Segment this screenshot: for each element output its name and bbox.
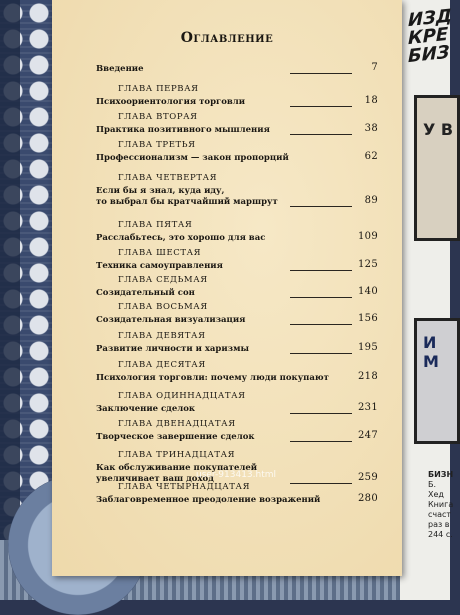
toc-entry bbox=[96, 140, 378, 163]
toc-title: Созидательный сон bbox=[96, 288, 195, 298]
toc-chapter-label: ГЛАВА ДВЕНАДЦАТАЯ bbox=[118, 419, 236, 429]
book-cover-thumbnail bbox=[414, 95, 460, 241]
toc-chapter-label: ГЛАВА ВТОРАЯ bbox=[118, 112, 198, 122]
toc-chapter-label: ГЛАВА ПЯТАЯ bbox=[118, 220, 193, 230]
toc-title: Заблаговременное преодоление возражений bbox=[96, 495, 321, 505]
toc-chapter-label: ГЛАВА ДЕВЯТАЯ bbox=[118, 331, 206, 341]
side-text-line: Книга bbox=[428, 500, 454, 509]
toc-chapter-label: ГЛАВА ВОСЬМАЯ bbox=[118, 302, 208, 312]
side-text-line: раз в bbox=[428, 520, 450, 529]
side-text-line: 244 с. bbox=[428, 530, 453, 539]
toc-page-number: 38 bbox=[364, 123, 378, 134]
toc-entry bbox=[96, 220, 378, 243]
side-text-line: счаст bbox=[428, 510, 452, 519]
toc-page-number: 280 bbox=[358, 493, 378, 504]
toc-page-number: 109 bbox=[358, 231, 378, 242]
toc-entry bbox=[96, 112, 378, 135]
toc-leader-rule bbox=[290, 206, 352, 207]
toc-chapter-label: ГЛАВА ПЕРВАЯ bbox=[118, 84, 199, 94]
toc-chapter-label: ГЛАВА ДЕСЯТАЯ bbox=[118, 360, 206, 370]
toc-title: Практика позитивного мышления bbox=[96, 125, 270, 135]
toc-title: Развитие личности и харизмы bbox=[96, 344, 250, 354]
toc-page-number: 18 bbox=[364, 95, 378, 106]
toc-title: Если бы я знал, куда иду, bbox=[96, 186, 225, 196]
cover-thumbnail-title: И М bbox=[423, 333, 439, 371]
toc-page-number: 218 bbox=[358, 371, 378, 382]
toc-entry bbox=[96, 64, 378, 78]
toc-entry bbox=[96, 360, 378, 383]
toc-page-number: 140 bbox=[358, 286, 378, 297]
toc-chapter-label: ГЛАВА СЕДЬМАЯ bbox=[118, 275, 208, 285]
toc-leader-rule bbox=[290, 441, 352, 442]
toc-entry bbox=[96, 173, 378, 207]
book-cover-thumbnail bbox=[414, 318, 460, 444]
toc-title: Профессионализм — закон пропорций bbox=[96, 153, 289, 163]
toc-leader-rule bbox=[290, 134, 352, 135]
side-text-line: БИЗН bbox=[428, 470, 454, 479]
toc-title-line2: увеличивает ваш доход bbox=[96, 474, 214, 484]
page-title: Оглавление bbox=[180, 30, 274, 46]
toc-chapter-label: ГЛАВА ТРЕТЬЯ bbox=[118, 140, 196, 150]
toc-entry bbox=[96, 419, 378, 442]
toc-chapter-label: ГЛАВА ШЕСТАЯ bbox=[118, 248, 202, 258]
toc-entry bbox=[96, 391, 378, 414]
toc-leader-rule bbox=[290, 353, 352, 354]
toc-leader-rule bbox=[290, 270, 352, 271]
adjacent-book-text bbox=[428, 470, 453, 540]
toc-title: Заключение сделок bbox=[96, 404, 196, 414]
toc-page-number: 247 bbox=[358, 430, 378, 441]
toc-leader-rule bbox=[290, 73, 352, 74]
toc-page-number: 156 bbox=[358, 313, 378, 324]
toc-page-number: 231 bbox=[358, 402, 378, 413]
toc-entry bbox=[96, 482, 378, 505]
toc-page-number: 125 bbox=[358, 259, 378, 270]
toc-title: Введение bbox=[96, 64, 144, 74]
toc-leader-rule bbox=[290, 324, 352, 325]
cover-thumbnail-title: У В bbox=[423, 120, 454, 139]
toc-title: Техника самоуправления bbox=[96, 261, 223, 271]
side-text-line: Б. Хед bbox=[428, 480, 444, 499]
toc-leader-rule bbox=[290, 297, 352, 298]
toc-page-number: 7 bbox=[371, 62, 378, 73]
toc-leader-rule bbox=[290, 413, 352, 414]
watermark: user-913413.html bbox=[196, 470, 277, 480]
toc-chapter-label: ГЛАВА ОДИННАДЦАТАЯ bbox=[118, 391, 246, 401]
publisher-logo: ИЗД КРЕ БИЗ bbox=[408, 5, 452, 68]
toc-chapter-label: ГЛАВА ЧЕТЫРНАДЦАТАЯ bbox=[118, 482, 251, 492]
toc-page-number: 89 bbox=[364, 195, 378, 206]
toc-title: Психоориентология торговли bbox=[96, 97, 246, 107]
toc-entry bbox=[96, 275, 378, 298]
toc-title: Творческое завершение сделок bbox=[96, 432, 255, 442]
toc-entry bbox=[96, 84, 378, 107]
book-page bbox=[52, 0, 402, 576]
toc-entry bbox=[96, 248, 378, 271]
toc-title: Как обслуживание покупателей bbox=[96, 463, 258, 473]
toc-title: Психология торговли: почему люди покупают bbox=[96, 373, 329, 383]
toc-entry bbox=[96, 331, 378, 354]
toc-leader-rule bbox=[290, 106, 352, 107]
toc-page-number: 259 bbox=[358, 472, 378, 483]
toc-title: Расслабьтесь, это хорошо для вас bbox=[96, 233, 266, 243]
toc-chapter-label: ГЛАВА ЧЕТВЕРТАЯ bbox=[118, 173, 218, 183]
toc-entry bbox=[96, 302, 378, 325]
toc-page-number: 62 bbox=[364, 151, 378, 162]
toc-page-number: 195 bbox=[358, 342, 378, 353]
toc-title-line2: то выбрал бы кратчайший маршрут bbox=[96, 197, 278, 207]
toc-title: Созидательная визуализация bbox=[96, 315, 246, 325]
toc-chapter-label: ГЛАВА ТРИНАДЦАТАЯ bbox=[118, 450, 236, 460]
